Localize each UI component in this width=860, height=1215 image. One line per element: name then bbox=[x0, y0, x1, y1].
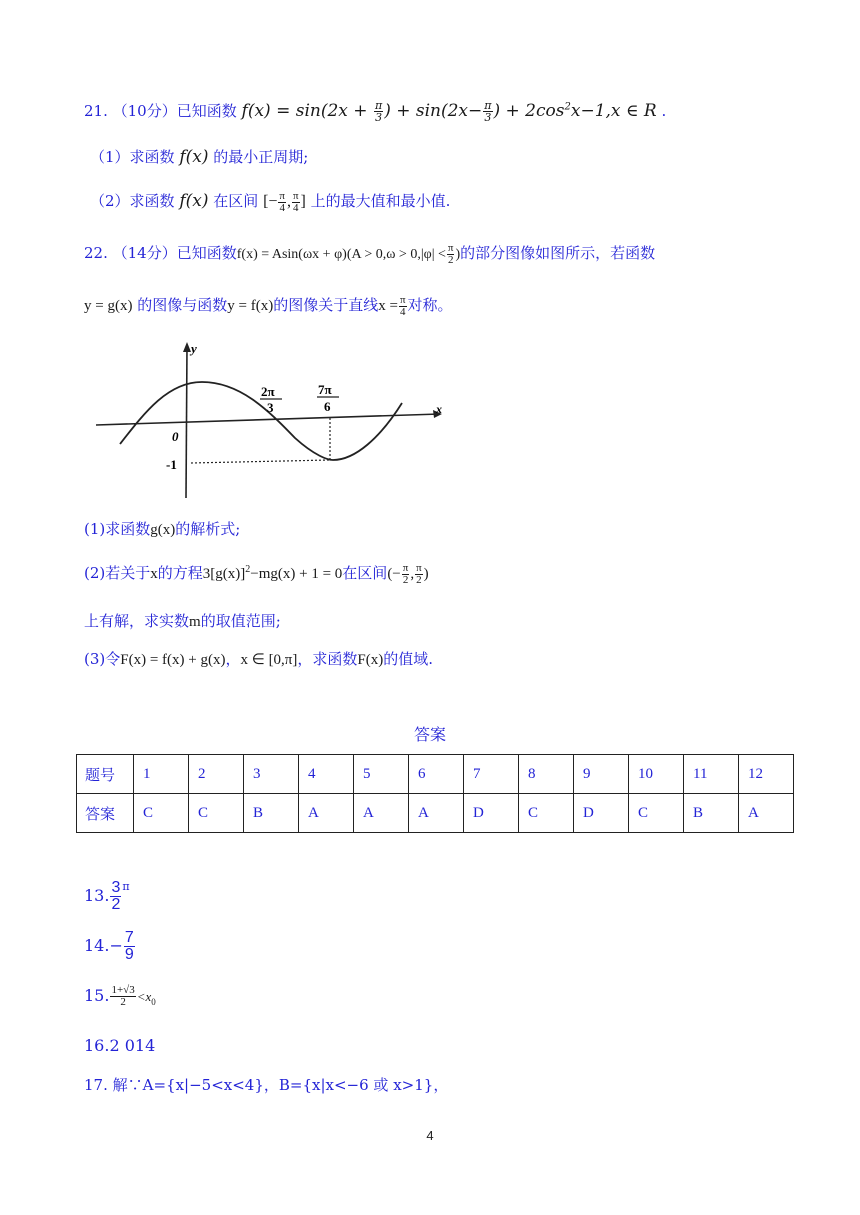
table-row bbox=[77, 794, 794, 833]
table-cell: 5 bbox=[354, 755, 409, 794]
table-cell: C bbox=[629, 794, 684, 833]
x-label: x bbox=[436, 402, 442, 416]
table-cell: A bbox=[409, 794, 464, 833]
row-label-answer: 答案 bbox=[77, 794, 134, 833]
answer-table bbox=[76, 754, 794, 833]
table-cell: D bbox=[464, 794, 519, 833]
table-cell: 7 bbox=[464, 755, 519, 794]
q21-line bbox=[84, 100, 666, 123]
tick1-den: 3 bbox=[267, 400, 274, 415]
table-cell: 10 bbox=[629, 755, 684, 794]
table-cell: 4 bbox=[299, 755, 354, 794]
q21-part1: （1）求函数 f(x) 的最小正周期; bbox=[90, 147, 309, 167]
table-cell: 1 bbox=[134, 755, 189, 794]
y-axis bbox=[186, 346, 187, 498]
q22-part3: (3)令F(x) = f(x) + g(x)，x ∈ [0,π]，求函数F(x)的值域. bbox=[84, 650, 434, 668]
min-guide-horizontal bbox=[191, 460, 330, 463]
answer-13: 13. $\frac{3}{2}$ $^\pi$ bbox=[84, 879, 130, 913]
q22-line1: 22. （14分）已知函数f(x) = Asin(ωx + φ)(A > 0,ω > 0,|φ| < $\frac{\pi}{2}$ )的部分图像如图所示，若函数 bbox=[84, 242, 656, 267]
table-row bbox=[77, 755, 794, 794]
row-label-number: 题号 bbox=[77, 755, 134, 794]
q21-formula: f(x) = sin(2x + $\frac{\pi}{3}$ ) + sin(2x− $\frac{\pi}{3}$ ) + $2\cos^2x-1,x$ ∈ R bbox=[241, 99, 657, 124]
answer-14: 14.− $\frac{7}{9}$ bbox=[84, 929, 134, 963]
table-cell: 8 bbox=[519, 755, 574, 794]
sine-graph bbox=[90, 338, 450, 502]
table-cell: B bbox=[244, 794, 299, 833]
table-cell: A bbox=[739, 794, 794, 833]
q21-score: （10分） bbox=[112, 102, 177, 120]
table-cell: B bbox=[684, 794, 739, 833]
table-cell: C bbox=[519, 794, 574, 833]
q22-line2: y = g(x) 的图像与函数y = f(x)的图像关于直线x = $\frac{\pi}{4}$ 对称。 bbox=[84, 294, 453, 319]
q22-part1: (1)求函数g(x)的解析式; bbox=[84, 520, 241, 538]
tick2-num: 7π bbox=[318, 382, 332, 397]
table-cell: A bbox=[299, 794, 354, 833]
table-cell: 12 bbox=[739, 755, 794, 794]
table-cell: 11 bbox=[684, 755, 739, 794]
q21-period: . bbox=[661, 102, 667, 120]
tick2-den: 6 bbox=[324, 399, 331, 414]
table-cell: 2 bbox=[189, 755, 244, 794]
answer-15: 15. $\frac{1+√3}{2}$ $<x_0$ bbox=[84, 984, 156, 1008]
y-label: y bbox=[191, 341, 197, 356]
answer-17: 17. 解∵A={x|−5<x<4}，B={x|x<−6 或 x>1}， bbox=[84, 1076, 449, 1094]
y-axis-arrow bbox=[183, 342, 191, 352]
page-number: 4 bbox=[426, 1128, 434, 1143]
table-cell: 3 bbox=[244, 755, 299, 794]
answers-title: 答案 bbox=[413, 725, 446, 744]
origin-label: 0 bbox=[172, 429, 179, 444]
q21-number: 21. bbox=[84, 102, 108, 120]
q22-part2-cont: 上有解，求实数m的取值范围; bbox=[84, 612, 281, 630]
table-cell: D bbox=[574, 794, 629, 833]
answer-16: 16.2 014 bbox=[84, 1036, 156, 1055]
table-cell: C bbox=[189, 794, 244, 833]
table-cell: A bbox=[354, 794, 409, 833]
q22-part2: (2)若关于x的方程$3[g(x)]^2-mg(x) + 1 = 0$在区间(− $\frac{\pi}{2}$ , $\frac{\pi}{2}$ ) bbox=[84, 562, 429, 587]
table-cell: 9 bbox=[574, 755, 629, 794]
table-cell: C bbox=[134, 794, 189, 833]
table-cell: 6 bbox=[409, 755, 464, 794]
q21-part2: （2）求函数 f(x) 在区间 [− $\frac{\pi}{4}$ , $\frac{\pi}{4}$ ] 上的最大值和最小值. bbox=[90, 189, 451, 214]
q21-intro: 已知函数 bbox=[176, 102, 237, 120]
tick1-num: 2π bbox=[261, 384, 275, 399]
neg-one-label: -1 bbox=[166, 457, 177, 472]
